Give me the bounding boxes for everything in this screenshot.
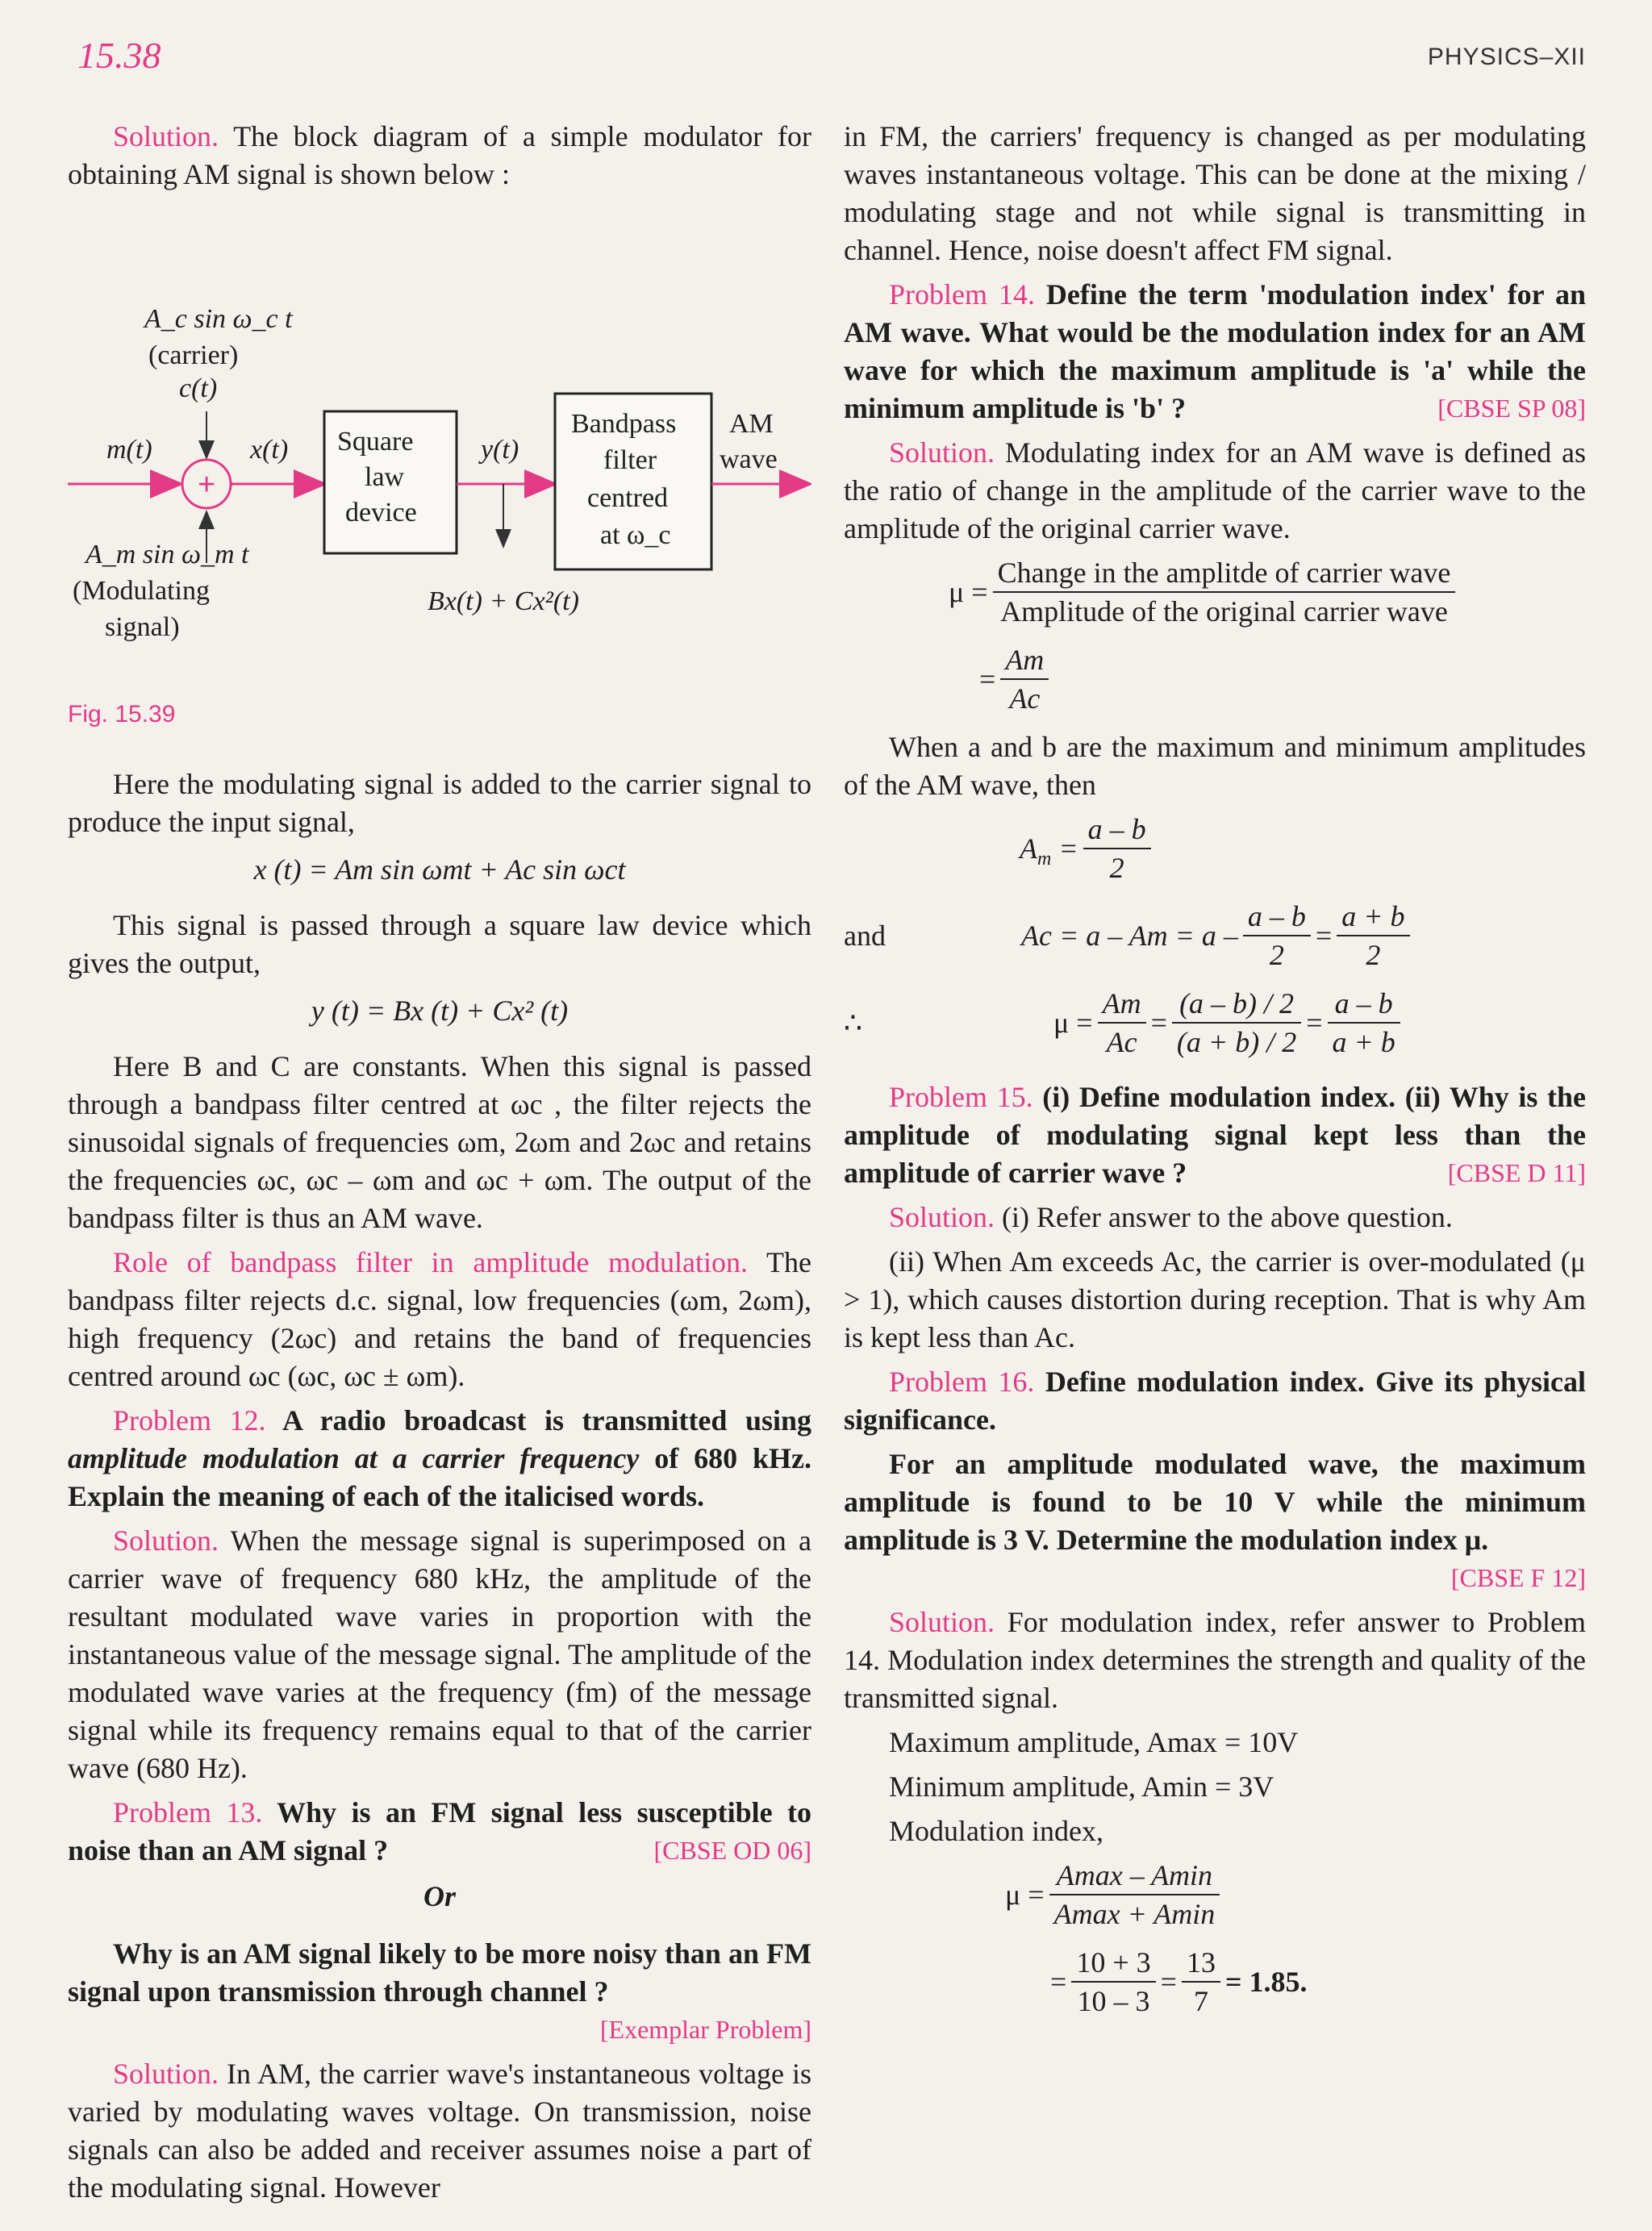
calc-fraction-1 bbox=[1071, 1944, 1155, 2020]
mu-numerator: Change in the amplitde of carrier wave bbox=[993, 554, 1456, 593]
problem-15-solution-label: Solution. bbox=[889, 1201, 995, 1233]
problem-14 bbox=[844, 276, 1586, 427]
problem-13-solution-text: In AM, the carrier wave's instantaneous voltage is varied by modulating waves voltage. On transmission, noise signals can also be added and receiver assumes noise a part of the modulating signal. However bbox=[68, 2058, 812, 2204]
calc-denominator-2: 7 bbox=[1193, 1985, 1208, 2017]
problem-13-tag: [CBSE OD 06] bbox=[653, 1836, 811, 1865]
paragraph-1: Here the modulating signal is added to the carrier signal to produce the input signal, bbox=[68, 768, 811, 838]
am-wave-line-2: wave bbox=[720, 444, 778, 474]
bandpass-line-2: filter bbox=[603, 445, 657, 475]
am-fraction bbox=[1083, 811, 1151, 886]
square-law-line-3: device bbox=[345, 498, 417, 528]
problem-16-question-2: For an amplitude modulated wave, the maximum amplitude is found to be 10 V while the minimum amplitude is 3 V. Determine the modulation index μ. bbox=[844, 1448, 1586, 1556]
final-mu-equation: μ = $\frac{Amax - Amin}{Amax + Amin}$ bbox=[1005, 1857, 1586, 1933]
modulation-index-label: Modulation index, bbox=[889, 1815, 1103, 1847]
left-column bbox=[68, 118, 811, 2213]
am-equation: $A_m$ = $\frac{a - b}{2}$ bbox=[1020, 811, 1586, 886]
problem-16-solution-text: For modulation index, refer answer to Problem 14. Modulation index determines the strength and quality of the transmitted signal. bbox=[844, 1606, 1586, 1714]
carrier-expression: A_c sin ω_c t bbox=[144, 304, 293, 334]
minimum-amplitude: Minimum amplitude, Amin = 3V bbox=[889, 1770, 1274, 1803]
equation-2: y (t) = Bx (t) + Cx² (t) bbox=[311, 995, 569, 1027]
problem-12-solution bbox=[68, 1522, 811, 1787]
figure-caption: Fig. 15.39 bbox=[68, 701, 176, 728]
ac-fraction-1 bbox=[1243, 898, 1311, 974]
problem-16-label: Problem 16. bbox=[889, 1366, 1035, 1398]
problem-16-solution-label: Solution. bbox=[889, 1606, 995, 1638]
final-mu-numerator: Amax – Amin bbox=[1049, 1857, 1220, 1895]
x-label: x(t) bbox=[250, 435, 289, 465]
mu-result-denominator-1: Ac bbox=[1106, 1026, 1137, 1058]
square-law-line-2: law bbox=[365, 462, 405, 492]
square-law-output-expression: Bx(t) + Cx²(t) bbox=[428, 586, 579, 616]
problem-16-question: Define modulation index. Give its physical significance. bbox=[844, 1366, 1586, 1436]
problem-15-label: Problem 15. bbox=[889, 1081, 1033, 1113]
square-law-line-1: Square bbox=[337, 427, 414, 457]
bandpass-line-1: Bandpass bbox=[571, 409, 677, 439]
mu-result-fraction-3 bbox=[1328, 985, 1400, 1061]
problem-14-solution bbox=[844, 434, 1586, 548]
problem-14-tag: [CBSE SP 08] bbox=[1437, 394, 1586, 423]
mu-result-numerator-2: (a – b) / 2 bbox=[1172, 985, 1301, 1024]
problem-14-label: Problem 14. bbox=[889, 278, 1035, 311]
bandpass-line-3: centred bbox=[587, 483, 669, 513]
role-heading: Role of bandpass filter in amplitude modulation. bbox=[113, 1246, 748, 1278]
problem-12-italic: amplitude modulation at a carrier frequency bbox=[68, 1442, 640, 1474]
block-diagram bbox=[68, 200, 811, 692]
solution-intro bbox=[68, 118, 811, 194]
problem-14-question: Define the term 'modulation index' for an AM wave. What would be the modulation index for an AM wave for which the maximum amplitude is 'a' while the minimum amplitude is 'b' ? bbox=[844, 278, 1586, 424]
carrier-label: (carrier) bbox=[148, 340, 239, 370]
mu-denominator: Amplitude of the original carrier wave bbox=[1000, 595, 1448, 628]
problem-15-solution-2: (ii) When Am exceeds Ac, the carrier is over-modulated (μ > 1), which causes distortion during reception. That is why Am is kept less than Ac. bbox=[844, 1245, 1586, 1353]
problem-14-solution-text: Modulating index for an AM wave is defined as the ratio of change in the amplitude of the carrier wave to the amplitude of the original carrier wave. bbox=[844, 436, 1587, 544]
and-label: and bbox=[844, 919, 886, 952]
problem-13-label: Problem 13. bbox=[113, 1796, 263, 1829]
ac-denominator-2: 2 bbox=[1366, 939, 1381, 971]
solution-label: Solution. bbox=[113, 120, 219, 152]
calc-fraction-2 bbox=[1182, 1944, 1220, 2020]
calc-numerator-1: 10 + 3 bbox=[1071, 1944, 1155, 1983]
problem-12 bbox=[68, 1402, 811, 1516]
modulating-expression: A_m sin ω_m t bbox=[86, 540, 249, 569]
or-separator: Or bbox=[423, 1880, 456, 1912]
am-numerator: a – b bbox=[1083, 811, 1151, 849]
problem-14-solution-label: Solution. bbox=[889, 436, 995, 469]
carrier-function: c(t) bbox=[179, 373, 218, 403]
modulating-label-1: (Modulating bbox=[73, 576, 210, 606]
running-head: PHYSICS–XII bbox=[1427, 44, 1586, 70]
problem-13-solution bbox=[68, 2055, 811, 2207]
paragraph-2: This signal is passed through a square law device which gives the output, bbox=[68, 909, 811, 979]
page-number: 15.38 bbox=[77, 35, 161, 76]
therefore-symbol: ∴ bbox=[844, 1006, 862, 1039]
mu-result-denominator-2: (a + b) / 2 bbox=[1176, 1026, 1297, 1058]
mu-ratio-numerator: Am bbox=[1000, 641, 1049, 680]
role-paragraph bbox=[68, 1244, 811, 1395]
final-mu-denominator: Amax + Amin bbox=[1053, 1898, 1216, 1930]
ac-numerator-2: a + b bbox=[1337, 898, 1409, 936]
am-wave-line-1: AM bbox=[729, 409, 774, 439]
problem-15-tag: [CBSE D 11] bbox=[1447, 1158, 1586, 1187]
mu-result-denominator-3: a + b bbox=[1332, 1026, 1395, 1058]
mu-ratio: = $\frac{Am}{Ac}$ bbox=[979, 641, 1586, 717]
mu-ratio-fraction bbox=[1000, 641, 1049, 717]
mu-fraction bbox=[993, 554, 1456, 630]
calc-result: = 1.85. bbox=[1224, 1965, 1308, 1998]
problem-12-label: Problem 12. bbox=[113, 1404, 266, 1437]
adder-symbol: + bbox=[198, 468, 216, 502]
final-mu-fraction bbox=[1049, 1857, 1220, 1933]
mu-result: ∴ μ = $\frac{Am}{Ac}$ = $\frac{(a - b) / 2}{(a + b) / 2}$ = $\frac{a - b}{a + b}$ bbox=[844, 985, 1586, 1061]
problem-15-question: (i) Define modulation index. (ii) Why is the amplitude of modulating signal kept less than the amplitude of carrier wave ? bbox=[844, 1081, 1586, 1189]
role-text: The bandpass filter rejects d.c. signal, low frequencies (ωm, 2ωm), high frequency (2ωc) and retains the band of frequencies centred around ωc (ωc, ωc ± ωm). bbox=[68, 1246, 811, 1392]
ac-equation: and Ac = a – Am = a – $\frac{a - b}{2}$ = $\frac{a + b}{2}$ bbox=[844, 898, 1586, 974]
calc-numerator-2: 13 bbox=[1182, 1944, 1220, 1983]
mu-result-numerator-1: Am bbox=[1098, 985, 1146, 1024]
problem-12-text-a: A radio broadcast is transmitted using bbox=[282, 1404, 811, 1437]
problem-13-alt-tag: [Exemplar Problem] bbox=[599, 2015, 811, 2044]
problem-13-alt-question: Why is an AM signal likely to be more noisy than an FM signal upon transmission through channel ? bbox=[68, 1937, 811, 2008]
problem-12-solution-label: Solution. bbox=[113, 1524, 219, 1557]
when-paragraph: When a and b are the maximum and minimum amplitudes of the AM wave, then bbox=[844, 731, 1586, 801]
am-denominator: 2 bbox=[1109, 852, 1124, 884]
y-label: y(t) bbox=[481, 435, 519, 465]
problem-12-solution-text: When the message signal is superimposed on a carrier wave of frequency 680 kHz, the amplitude of the resultant modulated wave varies in proportion with the instantaneous value of the message signal. The amplitude of the modulated wave varies at the frequency (fm) of the message signal while its frequency remains equal to that of the carrier wave (680 Hz). bbox=[68, 1524, 811, 1784]
problem-15 bbox=[844, 1078, 1586, 1192]
ac-fraction-2 bbox=[1337, 898, 1409, 974]
bandpass-line-4: at ω_c bbox=[600, 520, 671, 550]
intro-text: The block diagram of a simple modulator for obtaining AM signal is shown below : bbox=[68, 120, 811, 190]
m-label: m(t) bbox=[106, 435, 152, 465]
mu-result-numerator-3: a – b bbox=[1328, 985, 1400, 1024]
final-calculation: = $\frac{10 + 3}{10 - 3}$ = $\frac{13}{7}$ = 1.85. bbox=[1050, 1944, 1586, 2020]
right-column bbox=[844, 118, 1586, 2031]
mu-definition: μ = $\frac{\text{Change in the amplitde of carrier wave}}{\text{Amplitude of the original carrier wave}}$ bbox=[949, 554, 1586, 630]
problem-13-solution-label: Solution. bbox=[113, 2058, 219, 2090]
mu-result-fraction-1 bbox=[1098, 985, 1146, 1061]
problem-13-question: Why is an FM signal less susceptible to noise than an AM signal ? bbox=[68, 1796, 811, 1866]
problem-15-solution-text-1: (i) Refer answer to the above question. bbox=[1002, 1201, 1453, 1233]
calc-denominator-1: 10 – 3 bbox=[1077, 1985, 1150, 2017]
mu-ratio-denominator: Ac bbox=[1009, 682, 1041, 715]
problem-12-text-b: of 680 kHz. Explain the meaning of each of the italicised words. bbox=[68, 1442, 811, 1512]
ac-numerator-1: a – b bbox=[1243, 898, 1311, 936]
problem-13 bbox=[68, 1794, 811, 1870]
problem-16-solution bbox=[844, 1603, 1586, 1717]
ac-lhs: Ac = a – Am = a – bbox=[1021, 919, 1238, 952]
paragraph-3: Here B and C are constants. When this signal is passed through a bandpass filter centred at ωc , the filter rejects the sinusoidal signals of frequencies ωm, 2ωm and 2ωc and retains the frequencies ωc, ωc – ωm and ωc + ωm. The output of the bandpass filter is thus an AM wave. bbox=[68, 1050, 811, 1234]
fm-continuation: in FM, the carriers' frequency is changed as per modulating waves instantaneous voltage. This can be done at the mixing / modulating stage and not while signal is transmitting in channel. Hence, noise doesn't affect FM signal. bbox=[844, 120, 1586, 266]
problem-16 bbox=[844, 1363, 1586, 1439]
maximum-amplitude: Maximum amplitude, Amax = 10V bbox=[889, 1726, 1299, 1758]
modulating-label-2: signal) bbox=[105, 612, 180, 642]
problem-15-solution-1 bbox=[844, 1199, 1586, 1236]
equation-1: x (t) = Am sin ωmt + Ac sin ωct bbox=[253, 853, 626, 886]
ac-denominator-1: 2 bbox=[1269, 939, 1284, 971]
problem-16-tag: [CBSE F 12] bbox=[1450, 1563, 1586, 1592]
mu-result-fraction-2 bbox=[1172, 985, 1301, 1061]
